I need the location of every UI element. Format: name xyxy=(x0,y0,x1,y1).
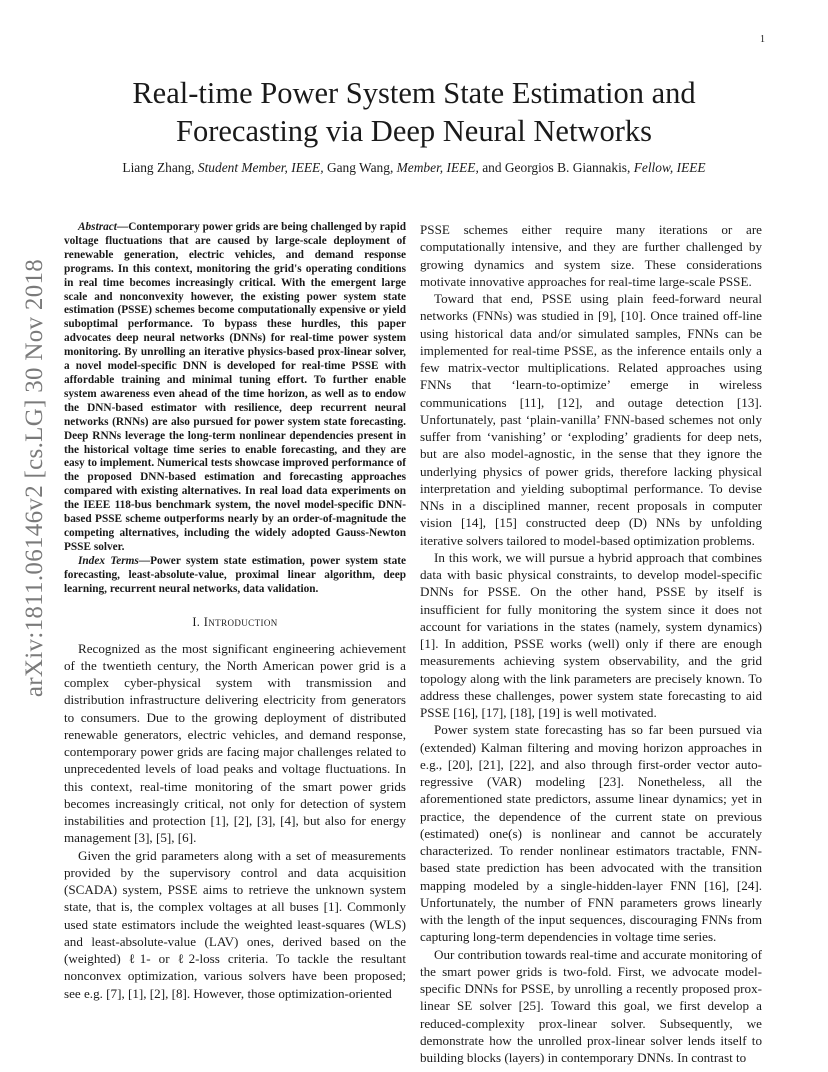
author-3-role: Fellow, IEEE xyxy=(633,160,706,175)
section-heading-introduction xyxy=(64,614,406,631)
paper-title xyxy=(64,74,764,150)
abstract-label: Abstract xyxy=(78,221,117,233)
page-number: 1 xyxy=(760,34,765,45)
author-2: Gang Wang, xyxy=(326,160,394,175)
index-terms-text: —Power system state estimation, power system state forecasting, least-absolute-value, proximal linear algorithm, deep learning, recurrent neural networks, data validation. xyxy=(64,554,406,595)
title-line-2: Forecasting via Deep Neural Networks xyxy=(176,114,652,148)
left-column xyxy=(64,221,406,1002)
intro-paragraph-1: Recognized as the most significant engineering achievement of the twentieth century, the North American power grid is a complex cyber-physical system with transmission and distribution infrastructure delivering electricity from generators to consumers. Due to the growing deployment of distributed renewable generators, electric vehicles, and demand response, contemporary power grids are facing major challenges related to unprecedented levels of load peaks and voltage fluctuations. In this context, real-time monitoring of the smart power grids becomes increasingly critical, not only for detection of system instabilities and protection [1], [2], [3], [4], but also for energy management [3], [5], [6]. xyxy=(64,640,406,846)
body-paragraph-3: In this work, we will pursue a hybrid approach that combines data with basic physical constraints, to develop model-specific DNNs for PSSE. On the other hand, PSSE by itself is insufficient for fully monitoring the system since it does not account for variations in the states (namely, system dynamics) [1]. In addition, PSSE works (well) only if there are enough measurements achieving system observability, and the grid topology along with the link parameters are precisely known. To address these challenges, power system state forecasting to aid PSSE [16], [17], [18], [19] is well motivated. xyxy=(420,549,762,720)
intro-paragraph-2: Given the grid parameters along with a set of measurements provided by the supervisory control and data acquisition (SCADA) system, PSSE aims to retrieve the unknown system state, that is, the complex voltages at all buses [1]. Commonly used state estimators include the weighted least-squares (WLS) and least-absolute-value (LAV) ones, derived based on the (weighted) ℓ1- or ℓ2-loss criteria. To tackle the resultant nonconvex optimization, various solvers have been proposed; see e.g. [7], [1], [2], [8]. However, those optimization-oriented xyxy=(64,847,406,1001)
arxiv-stamp-text: arXiv:1811.06146v2 [cs.LG] 30 Nov 2018 xyxy=(21,258,48,698)
body-paragraph-5: Our contribution towards real-time and accurate monitoring of the smart power grids is two-fold. First, we advocate model-specific DNNs for PSSE, by unrolling a recently proposed prox-linear SE solver [25]. Toward this goal, we first develop a reduced-complexity prox-linear solver. Subsequently, we demonstrate how the unrolled prox-linear solver lends itself to building blocks (layers) in contemporary DNNs. In contrast to xyxy=(420,946,762,1065)
author-3: and Georgios B. Giannakis, xyxy=(482,160,631,175)
arxiv-stamp xyxy=(0,0,48,1072)
author-1-role: Student Member, IEEE, xyxy=(197,160,324,175)
abstract-text: —Contemporary power grids are being challenged by rapid voltage fluctuations that are caused by large-scale deployment of renewable generation, electric vehicles, and demand response programs. In this context, monitoring the grid's operating conditions in real time becomes increasingly critical. With the emergent large scale and nonconvexity however, the existing power system state estimation (PSSE) schemes become computationally expensive or yield suboptimal performance. To bypass these hurdles, this paper advocates deep neural networks (DNNs) for real-time power system monitoring. By unrolling an iterative physics-based prox-linear solver, a novel model-specific DNN is developed for real-time PSSE with affordable training and minimal tuning effort. To further enable system awareness even ahead of the time horizon, as well as to endow the DNN-based estimator with resilience, deep recurrent neural networks (RNNs) are also pursued for power system state forecasting. Deep RNNs leverage the long-term nonlinear dependencies present in the historical voltage time series to enable forecasting, and they are easy to implement. Numerical tests showcase improved performance of the proposed DNN-based estimation and forecasting approaches compared with existing alternatives. In real load data experiments on the IEEE 118-bus benchmark system, the novel model-specific DNN-based PSSE scheme outperforms nearly by an order-of-magnitude the competing alternatives, including the widely adopted Gauss-Newton PSSE solver. xyxy=(64,221,406,553)
body-paragraph-4: Power system state forecasting has so far been pursued via (extended) Kalman filtering and moving horizon approaches in e.g., [20], [21], [22], and also through first-order vector auto-regressive (VAR) modeling [23]. Nonetheless, all the aforementioned state predictors, assume linear dynamics; yet in practice, the dependence of the current state on previous (estimated) one(s) is nonlinear and cannot be accurately characterized. To render nonlinear estimators tractable, FNN-based state prediction has been advocated with the transition mapping modeled by a single-hidden-layer FNN [16], [24]. Unfortunately, the number of FNN parameters grows linearly with the length of the input sequences, discouraging FNNs from capturing long-term dependencies in voltage time series. xyxy=(420,722,762,945)
abstract xyxy=(64,221,406,555)
body-paragraph-2: Toward that end, PSSE using plain feed-forward neural networks (FNNs) was studied in [9], [10]. Once trained off-line using historical data and/or simulated samples, FNNs can be implemented for real-time PSSE, as the inference entails only a few matrix-vector multiplications. Related approaches using FNNs that ‘learn-to-optimize’ emerge in wireless communications [11], [12], and outage detection [13]. Unfortunately, past ‘plain-vanilla’ FNN-based schemes not only suffer from ‘vanishing’ or ‘exploding’ gradients for deep nets, but are also model-agnostic, in the sense that they ignore the underlying physics of power grids, therefore lacking physical interpretation and yielding suboptimal performance. To devise NNs in a disciplined manner, recent proposals in computer vision [14], [15] constructed deep (D) NNs by unfolding iterative solvers tailored to model-based optimization problems. xyxy=(420,291,762,548)
author-1: Liang Zhang, xyxy=(122,160,195,175)
author-list xyxy=(40,160,788,176)
title-line-1: Real-time Power System State Estimation and xyxy=(132,76,696,110)
index-terms xyxy=(64,555,406,597)
section-numeral: I. xyxy=(192,615,201,630)
section-title: Introduction xyxy=(203,615,278,630)
right-column xyxy=(420,221,762,1066)
index-terms-label: Index Terms xyxy=(78,554,139,567)
body-paragraph-1: PSSE schemes either require many iterations or are computationally intensive, and they are further challenged by growing dynamics and system size. These considerations motivate innovative approaches for real-time large-scale PSSE. xyxy=(420,222,762,289)
author-2-role: Member, IEEE, xyxy=(396,160,479,175)
